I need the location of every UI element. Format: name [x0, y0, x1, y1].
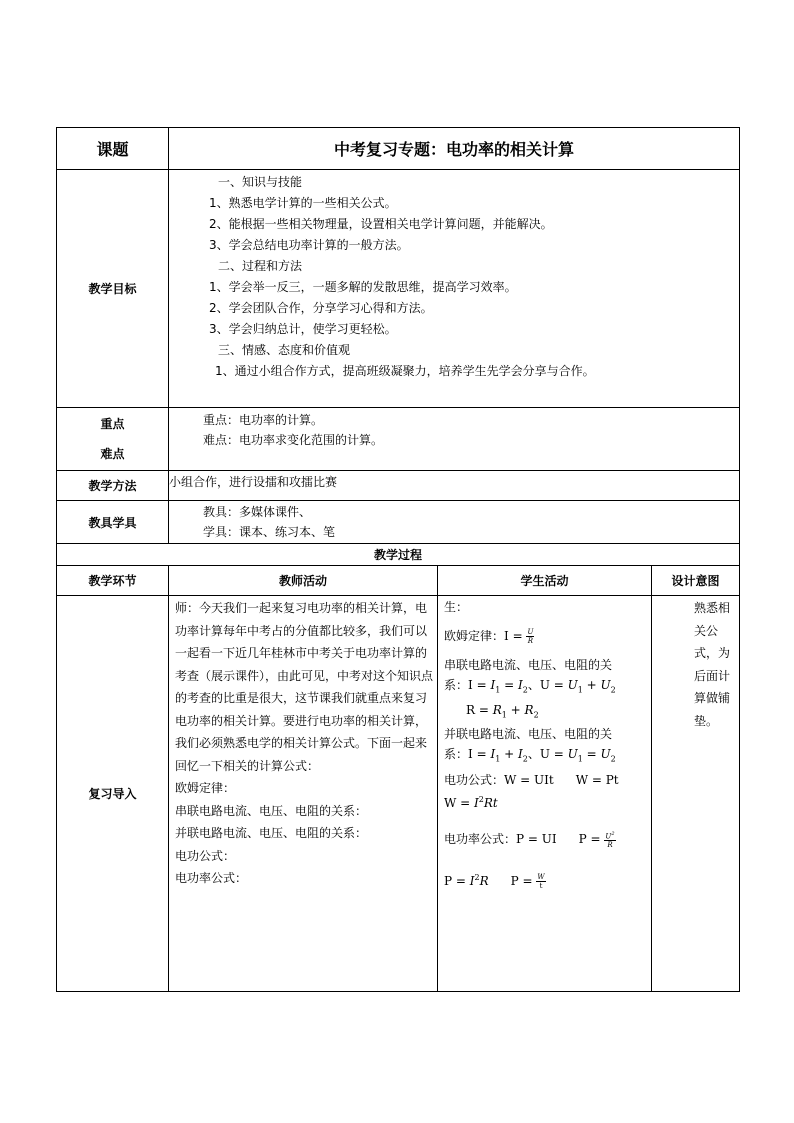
objective-heading: 三、情感、态度和价值观	[218, 343, 351, 357]
objective-item: 2、能根据一些相关物理量，设置相关电学计算问题，并能解决。	[209, 217, 553, 231]
teacher-list-item: 电功率公式：	[175, 871, 248, 885]
parallel-formula: $I = I_1 + I_2$、$U = U_1 = U_2$	[468, 747, 616, 764]
teacher-list-item: 并联电路电流、电压、电阻的关系：	[175, 826, 368, 840]
header-row	[57, 128, 740, 170]
objective-heading: 一、知识与技能	[218, 175, 303, 189]
work-formula-uit: W = UIt	[504, 772, 554, 787]
power-formula-wt: P = $\frac{W}{t}$	[510, 872, 545, 890]
teacher-list-item: 电功公式：	[175, 848, 236, 863]
ohm-law-line	[444, 617, 647, 655]
objective-heading: 二、过程和方法	[218, 259, 303, 273]
column-header-design: 设计意图	[652, 566, 740, 596]
process-row	[57, 596, 740, 992]
work-label: 电功公式：	[444, 772, 505, 787]
teacher-list-item: 串联电路电流、电压、电阻的关系：	[175, 803, 368, 818]
difficult-label: 难点	[100, 447, 125, 461]
topic-label: 课题	[57, 128, 169, 170]
process-title-row	[57, 544, 740, 566]
series-formula-line	[444, 675, 647, 700]
key-points-row	[57, 408, 740, 471]
power-formula-i2r: $P = I^2R$	[444, 872, 489, 888]
tools-row	[57, 501, 740, 544]
series-resistance-formula: $R = R_1 + R_2$	[466, 703, 539, 720]
series-label: 串联电路电流、电压、电阻的关	[444, 658, 613, 672]
column-header-student: 学生活动	[438, 566, 652, 596]
student-tools: 学具：课本、练习本、笔	[203, 525, 336, 539]
series-current-voltage-formula: $I = I_1 = I_2$、$U = U_1 + U_2$	[468, 678, 616, 695]
work-formula-line-2	[444, 790, 647, 820]
power-formula-u2r: P = $\frac{U^2}{R}$	[578, 830, 615, 849]
ohm-law-label: 欧姆定律：	[444, 629, 505, 643]
tools-label: 教具学具	[57, 501, 169, 544]
power-formula-line-2	[444, 858, 647, 898]
objectives-label: 教学目标	[57, 170, 169, 408]
power-formula-ui: P = UI	[516, 831, 557, 846]
process-header-row	[57, 566, 740, 596]
objective-item: 1、通过小组合作方式，提高班级凝聚力，培养学生先学会分享与合作。	[215, 364, 595, 378]
work-formula-pt: W = Pt	[575, 772, 619, 787]
method-row	[57, 471, 740, 501]
objective-item: 1、学会举一反三，一题多解的发散思维，提高学习效率。	[209, 280, 517, 294]
column-header-stage: 教学环节	[57, 566, 169, 596]
objectives-row	[57, 170, 740, 408]
work-formula-line	[444, 770, 647, 790]
method-label: 教学方法	[57, 471, 169, 501]
series-label-cont: 系：	[444, 678, 469, 692]
key-label: 重点	[100, 417, 125, 431]
teacher-tools: 教具：多媒体课件、	[203, 505, 312, 519]
parallel-label: 并联电路电流、电压、电阻的关	[444, 727, 613, 742]
teacher-list-item: 欧姆定律：	[175, 781, 236, 795]
series-resistance-line	[444, 700, 647, 724]
stage-label: 复习导入	[57, 596, 169, 992]
design-intent	[652, 596, 740, 992]
objectives-content	[169, 170, 740, 408]
page-title: 中考复习专题：电功率的相关计算	[169, 128, 740, 170]
teacher-activity	[169, 596, 438, 992]
power-formula-line	[444, 820, 647, 858]
power-label: 电功率公式：	[444, 831, 517, 846]
work-formula-i2rt: $W = I^2Rt$	[444, 794, 498, 810]
process-title: 教学过程	[57, 544, 740, 566]
design-intent-text: 熟悉相关公式，为后面计算做铺垫。	[694, 601, 731, 728]
ohm-law-formula: I = $\frac{U}{R}$	[504, 628, 534, 645]
student-activity	[438, 596, 652, 992]
objective-item: 2、学会团队合作，分享学习心得和方法。	[209, 301, 433, 315]
key-points-label	[57, 408, 169, 471]
key-points-content	[169, 408, 740, 471]
objective-item: 3、学会总结电功率计算的一般方法。	[209, 238, 409, 252]
method-value: 小组合作，进行设擂和攻擂比赛	[169, 471, 740, 501]
column-header-teacher: 教师活动	[169, 566, 438, 596]
lesson-plan	[56, 127, 739, 992]
lesson-plan-table	[56, 127, 740, 992]
objective-item: 3、学会归纳总计，使学习更轻松。	[209, 322, 397, 336]
parallel-formula-line	[444, 744, 647, 769]
difficult-point: 难点：电功率求变化范围的计算。	[203, 433, 384, 447]
teacher-paragraph: 师：今天我们一起来复习电功率的相关计算，电功率计算每年中考占的分值都比较多，我们可以一起看一下近几年桂林市中考关于电功率计算的考查（展示课件），由此可见，中考对这个知识点的考查的比重是很大，这节课我们就重点来复习电功率的相关计算。要进行电功率的相关计算，我们必须熟悉电学的相关计算公式。下面一起来回忆一下相关的计算公式：	[175, 601, 434, 773]
parallel-label-cont: 系：	[444, 747, 469, 762]
tools-content	[169, 501, 740, 544]
key-point: 重点：电功率的计算。	[203, 413, 324, 427]
student-intro: 生：	[444, 600, 469, 614]
objective-item: 1、熟悉电学计算的一些相关公式。	[209, 196, 397, 210]
